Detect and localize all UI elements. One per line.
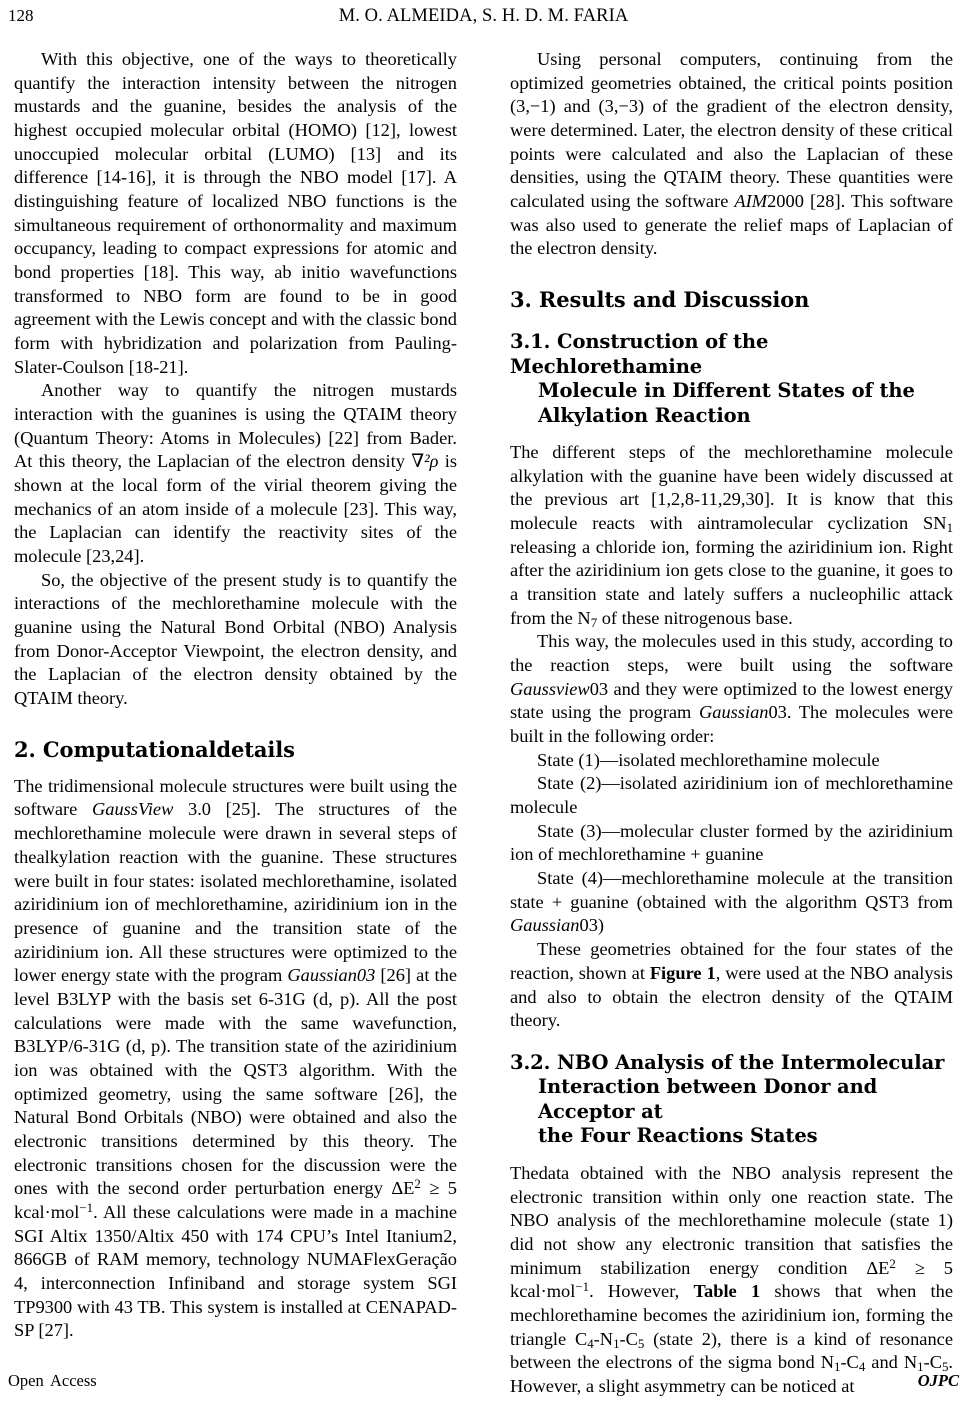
text-run: -C (619, 1328, 638, 1349)
text-run: . However, a slight asymmetry can be noticed at (510, 1352, 954, 1396)
math-expression: ∇²ρ (411, 451, 439, 472)
section-heading-computational-details: 2. Computationaldetails (14, 736, 295, 762)
subscript: 5 (637, 1336, 645, 1351)
italic-run: GaussView (91, 799, 174, 820)
superscript: 2 (889, 1256, 896, 1271)
subscript: 1 (917, 1360, 924, 1375)
text-run: -C (840, 1352, 859, 1373)
open-access-label: Open Access (8, 1371, 97, 1390)
body-paragraph (14, 775, 457, 1343)
text-run: is shown at the local form of the virial theorem giving the mechanics of an atom inside of a molecule [23]. This way, the Laplacian can identify the reactivity sites of the molecule [23,24]. (14, 451, 457, 567)
running-head (0, 6, 967, 32)
text-run: Using personal computers, continuing from the optimized geometries obtained, the critical points position (3,−1) and (3,−3) of the gradient of the electron density, were determined. Later, the electron density of these critical points were calculated and also the Laplacian of these densities, using the QTAIM theory. These quantities were calculated using the software (510, 49, 953, 212)
body-paragraph (510, 441, 953, 630)
subsection-title-3-2-line2: Interaction between Donor and Acceptor at (538, 1075, 878, 1123)
body-paragraph (510, 867, 953, 938)
spacer (510, 312, 953, 330)
body-paragraph (14, 48, 457, 379)
italic-run: Gaussview (510, 678, 590, 699)
journal-abbreviation: OJPC (917, 1371, 959, 1390)
text-run: These geometries obtained for the four states of the reaction, shown at (510, 939, 953, 983)
subsection-title-3-2-line1: NBO Analysis of the Intermolecular (557, 1050, 945, 1074)
spacer (510, 261, 953, 287)
superscript: 2 (414, 1177, 421, 1192)
text-run: The different steps of the mechlorethamine molecule alkylation with the guanine have been widely discussed at the previous art [1,2,8-11,29,30]. It is know that this molecule reacts with aintramolecular cyclization SN (510, 442, 953, 534)
body-paragraph (14, 569, 457, 711)
subscript: 1 (946, 521, 953, 536)
text-run: State (1)—isolated mechlorethamine molecule (537, 749, 880, 770)
body-paragraph (510, 630, 953, 748)
body-paragraph (510, 48, 953, 261)
subsection-title-3-1-line2: Molecule in Different States of the (538, 379, 915, 403)
text-run: State (3)—molecular cluster formed by the aziridinium ion of mechlorethamine + guanine (510, 820, 953, 865)
running-head-authors: M. O. ALMEIDA, S. H. D. M. FARIA (338, 6, 629, 26)
subsection-heading-3-2 (510, 1051, 953, 1149)
spacer (14, 762, 457, 775)
text-run: and N (865, 1352, 918, 1373)
text-run: of these nitrogenous base. (597, 607, 793, 628)
italic-run: Gaussian03 (287, 965, 376, 986)
subsection-heading-3-1 (510, 330, 953, 428)
text-run: , were used at the NBO analysis and also to obtain the electron density of the QTAIM theory. (510, 962, 953, 1031)
subscript: 7 (590, 615, 598, 630)
text-run: Thedata obtained with the NBO analysis represent the electronic transition within only one reaction state. The NBO analysis of the mechlorethamine molecule (state 1) did not show any electronic transition that satisfies the minimum stabilization energy condition ΔE (510, 1162, 953, 1278)
spacer (510, 1149, 953, 1162)
left-column (14, 48, 457, 1343)
text-run: State (4)—mechlorethamine molecule at the transition state + guanine (obtained with the algorithm QST3 from (510, 868, 953, 912)
bold-run: Figure 1 (649, 962, 716, 983)
section-heading-results-and-discussion: 3. Results and Discussion (510, 287, 810, 313)
subscript: 5 (941, 1360, 949, 1375)
subscript: 4 (587, 1336, 594, 1351)
body-paragraph (510, 749, 953, 773)
page-footer (0, 1371, 967, 1401)
text-run: ≥ 5 kcal·mol (14, 1178, 457, 1222)
right-column-bottom-paragraph (510, 1162, 953, 1399)
text-run: So, the objective of the present study is to quantify the interactions of the mechlorethamine molecule with the guanine using the Natural Bond Orbital (NBO) Analysis from Donor-Acceptor Viewpoint, the electron density, and the Laplacian of the electron density obtained by the QTAIM theory. (14, 569, 457, 709)
body-paragraph (510, 1162, 953, 1399)
subscript: 1 (834, 1360, 841, 1375)
body-paragraph (510, 820, 953, 867)
text-run: 03 and they were optimized to the lowest energy state using the program (510, 678, 953, 723)
text-run: releasing a chloride ion, forming the aziridinium ion. Right after the aziridinium ion gets close to the guanine, it goes to a transition state and lately suffers a nucleophilic attack from the N (510, 536, 953, 628)
superscript: −1 (79, 1201, 94, 1216)
body-paragraph (510, 772, 953, 819)
right-column-top-paragraph (510, 48, 953, 261)
italic-run: AIM (734, 191, 768, 212)
text-run: 03. The molecules were built in the following order: (510, 702, 953, 747)
left-column-paragraphs (14, 48, 457, 711)
text-run: . All these calculations were made in a machine SGI Altix 1350/Altix 450 with 174 CPU’s Intel Itanium2, 866GB of RAM memory, technology NUMAFlexGeração 4, interconnection Infiniband and storage system SGI TP9300 with 43 TB. This system is installed at CENAPAD-SP [27]. (14, 1201, 457, 1341)
italic-run: Gaussian (510, 915, 580, 936)
subsection-title-3-2-line3: the Four Reactions States (538, 1124, 818, 1148)
text-run: 03) (579, 915, 605, 936)
spacer (510, 428, 953, 441)
body-paragraph (510, 938, 953, 1033)
subsection-title-3-1-line1: Construction of the Mechlorethamine (510, 330, 769, 378)
right-column-mid-paragraphs (510, 441, 953, 1033)
text-run: . However, (589, 1281, 694, 1302)
subsection-number-3-1: 3.1. (510, 330, 551, 354)
superscript: −1 (575, 1280, 590, 1295)
right-column (510, 48, 953, 1399)
body-paragraph (14, 379, 457, 568)
text-run: shows that when the mechlorethamine becomes the aziridinium ion, forming the triangle C (510, 1281, 953, 1349)
spacer (510, 1033, 953, 1051)
bold-run: Table 1 (693, 1281, 761, 1302)
text-run: 2000 [28]. This software was also used to generate the relief maps of Laplacian of the electron density. (510, 191, 953, 259)
text-run: The tridimensional molecule structures were built using the software (14, 775, 457, 820)
text-run: [26] at the level B3LYP with the basis set 6-31G (d, p). All the post calculations were made with the same wavefunction, B3LYP/6-31G (d, p). The transition state of the aziridinium ion was obtained with the QST3 algorithm. With the optimized geometry, using the same software [26], the Natural Bond Orbitals (NBO) were obtained and also the electronic transitions determined by this theory. The electronic transitions chosen for the discussion were the ones with the second order perturbation energy ΔE (14, 965, 458, 1199)
subscript: 4 (858, 1360, 866, 1375)
italic-run: Gaussian (698, 702, 769, 723)
text-run: Another way to quantify the nitrogen mustards interaction with the guanines is using the QTAIM theory (Quantum Theory: Atoms in Molecules) [22] from Bader. At this theory, the Laplacian of the electron density (14, 380, 457, 472)
text-run: With this objective, one of the ways to theoretically quantify the interaction intensity between the nitrogen mustards and the guanine, besides the analysis of the highest occupied molecular orbital (HOMO) [12], lowest unoccupied molecular orbital (LUMO) [13] and its difference [14-16], it is through the NBO model [17]. A distinguishing feature of localized NBO functions is the simultaneous requirement of orthonormality and maximum occupancy, leading to compact expressions for atomic and bond properties [18]. This way, ab initio wavefunctions transformed to NBO form are found to be in good agreement with the Lewis concept and with the classic bond form with hybridization and polarization from Pauling-Slater-Coulson [18-21]. (14, 49, 457, 377)
text-run: (state 2), there is a kind of resonance between the electrons of the sigma bond N (510, 1328, 953, 1373)
text-run: This way, the molecules used in this study, according to the reaction steps, were built using the software (510, 631, 953, 676)
text-run: ≥ 5 kcal·mol (510, 1257, 953, 1302)
text-run: -C (923, 1352, 942, 1373)
text-run: -N (593, 1328, 614, 1349)
spacer (14, 711, 457, 737)
text-run: State (2)—isolated aziridinium ion of mechlorethamine molecule (510, 773, 953, 818)
left-column-paragraphs-after (14, 775, 457, 1343)
page-number: 128 (8, 6, 34, 25)
subscript: 1 (613, 1336, 620, 1351)
subsection-number-3-2: 3.2. (510, 1050, 551, 1074)
text-run: 3.0 [25]. The structures of the mechlorethamine molecule were drawn in several steps of thealkylation reaction with the guanine. These structures were built in four states: isolated mechlorethamine, isolated aziridinium ion of mechlorethamine, aziridinium ion in the presence of guanine and the transition state of the aziridinium ion. All these structures were optimized to the lower energy state with the program (14, 799, 457, 986)
subsection-title-3-1-line3: Alkylation Reaction (538, 403, 751, 427)
